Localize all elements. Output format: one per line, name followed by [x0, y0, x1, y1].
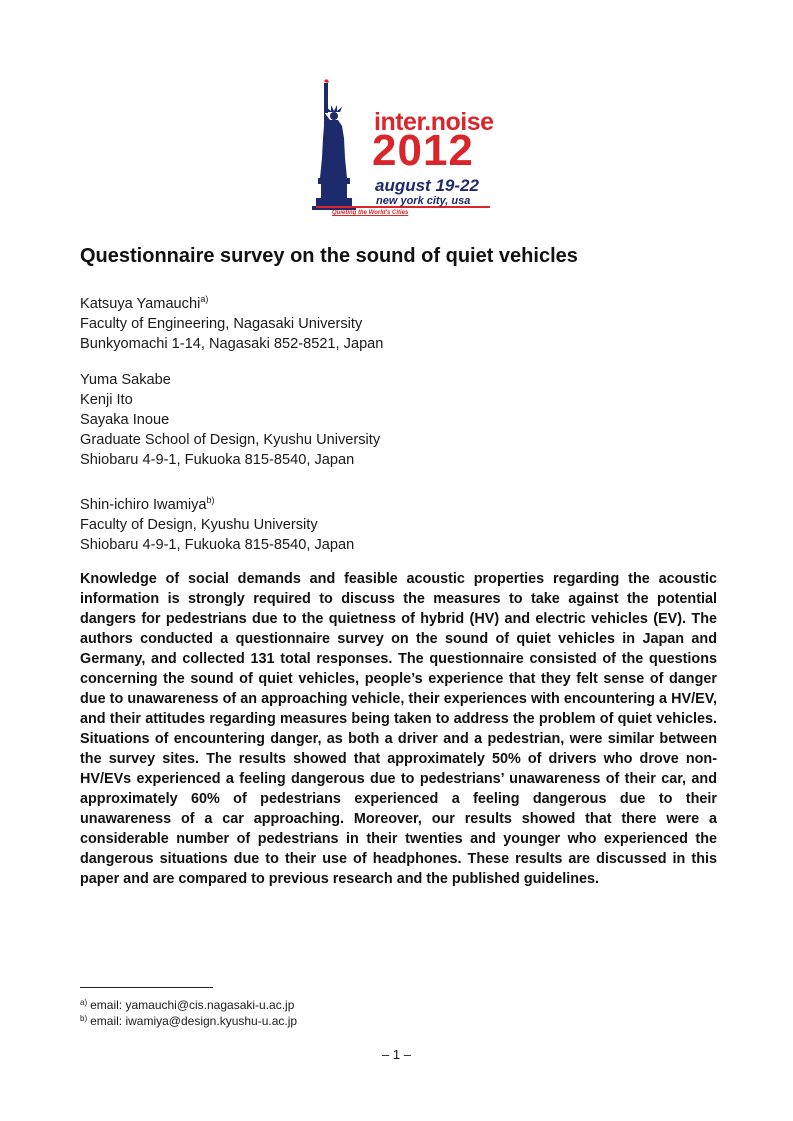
paper-title: Questionnaire survey on the sound of quiet vehicles: [80, 245, 578, 267]
author-affiliation: Faculty of Engineering, Nagasaki University: [80, 316, 363, 332]
logo-city: new york city, usa: [376, 195, 471, 207]
conference-logo: [312, 78, 494, 220]
author-block-yamauchi: [80, 289, 383, 354]
author-name: Katsuya Yamauchi$^{a)}$: [80, 294, 209, 312]
footnote-text: email: yamauchi@cis.nagasaki-u.ac.jp: [90, 998, 295, 1012]
footnote-divider: [80, 987, 213, 988]
footnote-text: email: iwamiya@design.kyushu-u.ac.jp: [90, 1014, 298, 1028]
logo-name: inter.noise: [374, 108, 494, 136]
footnote-mark: a): [80, 998, 88, 1007]
author-address: Bunkyomachi 1-14, Nagasaki 852-8521, Japan: [80, 336, 384, 352]
abstract: Knowledge of social demands and feasible acoustic properties regarding the acoustic information is strongly required to discuss the measures to take against the potential dangers for pedestrians due to the quietness of hybrid (HV) and electric vehicles (EV). The authors conducted a questionnaire survey on the sound of quiet vehicles in Japan and Germany, and collected 131 total responses. The questionnaire consisted of the questions concerning the sound of quiet vehicles, people’s experience that they felt sense of danger due to unawareness of an approaching vehicle, their experiences with encountering a HV/EV, and their attitudes regarding measures being taken to address the problem of quiet vehicles. Situations of encountering danger, as both a driver and a pedestrian, were similar between the survey sites. The results showed that approximately 50% of drivers who drove non-HV/EVs experienced a feeling dangerous due to pedestrians’ unawareness of their car, and approximately 60% of pedestrians experienced a feeling dangerous due to their unawareness of a car approaching. Moreover, our results showed that there were a considerable number of pedestrians in their twenties and younger who experienced the dangerous situations due to their use of headphones. These results are discussed in this paper and are compared to previous research and the published guidelines.: [80, 571, 717, 887]
author-name: Sayaka Inoue: [80, 412, 170, 428]
author-name: Yuma Sakabe: [80, 372, 171, 388]
footnote-mark: b): [206, 495, 215, 505]
author-name: Shin-ichiro Iwamiya$^{b)}$: [80, 495, 215, 513]
page-number: – 1 –: [382, 1047, 411, 1062]
author-affiliation: Faculty of Design, Kyushu University: [80, 517, 318, 533]
logo-tagline: Quieting the World's Cities: [332, 210, 409, 216]
author-block-iwamiya: [80, 490, 354, 555]
author-affiliation: Graduate School of Design, Kyushu University: [80, 432, 381, 448]
author-address: Shiobaru 4-9-1, Fukuoka 815-8540, Japan: [80, 537, 355, 553]
logo-year: 2012: [372, 126, 474, 175]
footnote-mark: a): [200, 294, 209, 304]
footnote-email-b: [80, 1014, 297, 1028]
footnote-email-a: [80, 998, 294, 1012]
author-name: Kenji Ito: [80, 392, 133, 408]
logo-dates: august 19-22: [375, 176, 479, 195]
author-block-kyushu-graduate: [80, 370, 380, 470]
author-address: Shiobaru 4-9-1, Fukuoka 815-8540, Japan: [80, 452, 355, 468]
footnote-mark: b): [80, 1014, 88, 1023]
